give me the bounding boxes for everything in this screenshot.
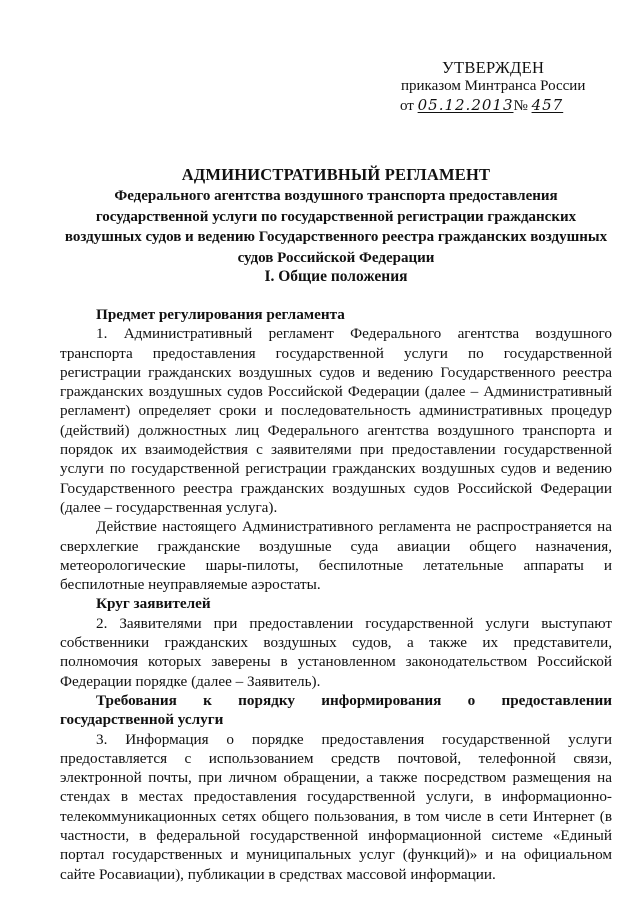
document-subtitle: Федерального агентства воздушного транспорта предоставления государственной услуги по государственной регистрации гражданских воздушных судов и ведению Государственного реестра гражданских воздушных судов Российской Федерации bbox=[64, 188, 608, 266]
approval-title: УТВЕРЖДЕН bbox=[442, 58, 545, 77]
approval-stamp bbox=[400, 58, 620, 116]
section-title: I. Общие положения bbox=[264, 268, 408, 285]
info-heading: Требования к порядку информирования о предоставлении государственной услуги bbox=[60, 691, 612, 729]
approval-number: 457 bbox=[531, 96, 564, 114]
document-title: АДМИНИСТРАТИВНЫЙ РЕГЛАМЕНТ bbox=[181, 165, 491, 184]
approval-order: приказом Минтранса России bbox=[401, 78, 586, 94]
subject-heading: Предмет регулирования регламента bbox=[96, 306, 345, 323]
approval-number-sign: № bbox=[513, 98, 528, 114]
paragraph-3: 2. Заявителями при предоставлении государственной услуги выступают собственники гражданских воздушных судов, а также их представители, полномочия которых заверены в установленном законодательством Российской Федерации порядке (далее – Заявитель). bbox=[60, 614, 612, 690]
document-body bbox=[60, 305, 612, 884]
approval-date: 05.12.2013 bbox=[417, 96, 514, 114]
applicants-heading: Круг заявителей bbox=[96, 595, 211, 613]
approval-from-label: от bbox=[400, 98, 414, 114]
paragraph-2: Действие настоящего Административного регламента не распространяется на сверхлегкие гражданские воздушные суда авиации общего назначения, метеорологические шары-пилоты, беспилотные летательные аппараты и беспилотные неуправляемые аэростаты. bbox=[60, 518, 612, 594]
paragraph-4: 3. Информация о порядке предоставления государственной услуги предоставляется с использованием средств почтовой, телефонной связи, электронной почты, при личном обращении, а также посредством размещения на стендах в местах предоставления государственной услуги, в информационно-телекоммуникационных сетях общего пользования, в том числе в сети Интернет (в частности, в федеральной государственной информационной системе «Единый портал государственных и муниципальных услуг (функций)» и на официальном сайте Росавиации), публикации в средствах массовой информации. bbox=[60, 730, 612, 883]
paragraph-1: 1. Административный регламент Федерального агентства воздушного транспорта предоставления государственной услуги по государственной регистрации гражданских воздушных судов и ведению Государственного реестра гражданских воздушных судов Российской Федерации (далее – Административный регламент) определяет сроки и последовательность административных процедур (действий) должностных лиц Федерального агентства воздушного транспорта и порядок их взаимодействия с заявителями при предоставлении государственной услуги по государственной регистрации гражданских воздушных судов и ведению Государственного реестра гражданских воздушных судов Российской Федерации (далее – государственная услуга). bbox=[60, 325, 612, 516]
approval-date-number bbox=[400, 96, 620, 116]
